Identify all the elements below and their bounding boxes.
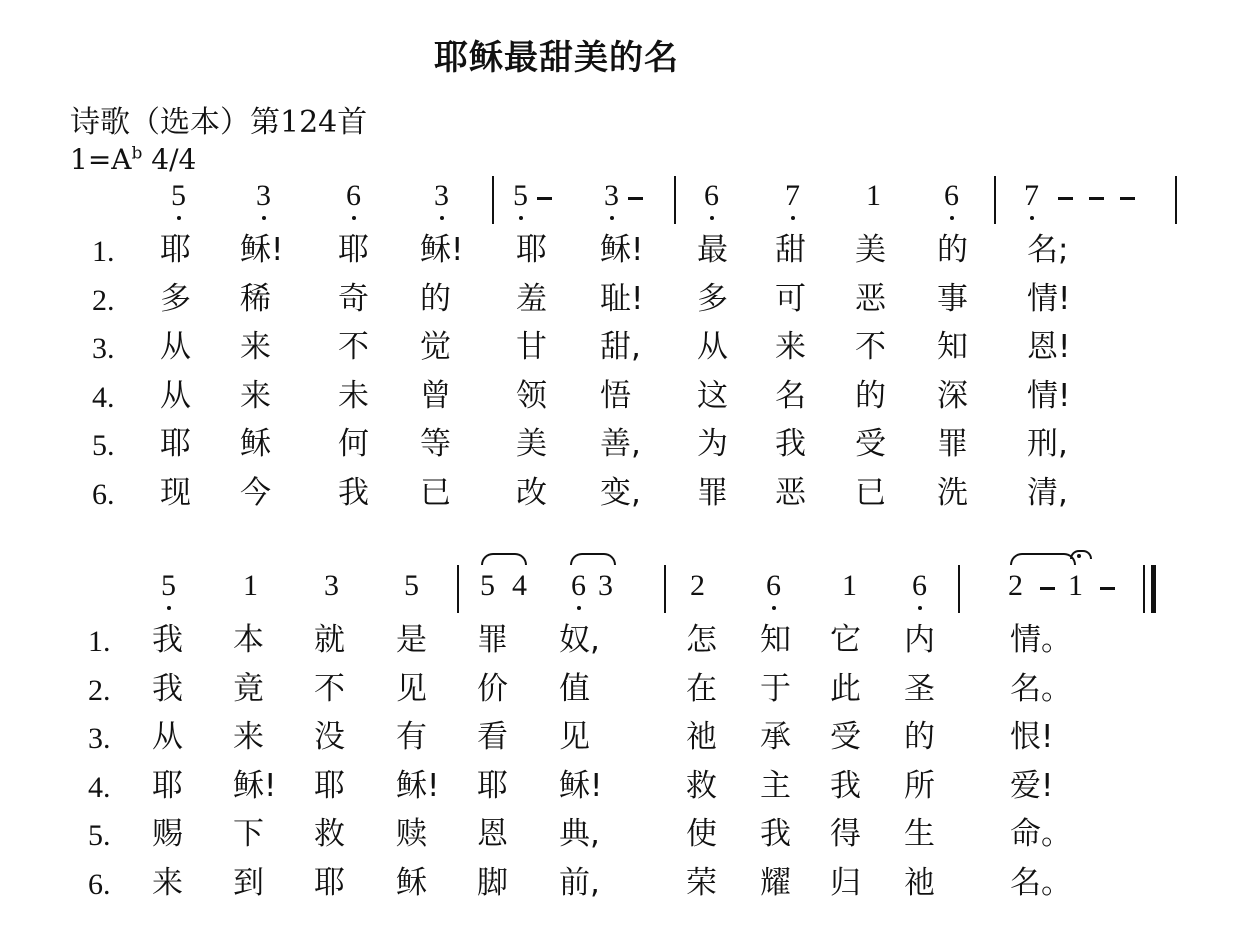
lyric-char: 没 <box>314 719 345 755</box>
fermata <box>1070 550 1092 559</box>
lyric-char: 改 <box>516 474 547 511</box>
lyric-char: 名 <box>775 377 806 414</box>
lyric-char: 怎 <box>686 622 717 658</box>
barline <box>994 176 996 224</box>
lyric-char: 稣 <box>396 864 427 901</box>
lyric-char: 我 <box>830 767 861 804</box>
time-signature: 4/4 <box>151 143 197 176</box>
dash-hold <box>1040 587 1055 590</box>
jianpu-note: 3 <box>324 569 339 602</box>
lyric-char: 已 <box>420 474 451 511</box>
lyric-char: 从 <box>152 719 183 755</box>
lyric-char: 何 <box>338 426 369 462</box>
verse-number: 3. <box>92 332 115 365</box>
jianpu-note: 2 <box>690 569 705 602</box>
lyric-char: 情! <box>1027 280 1071 317</box>
lyric-char: 生 <box>904 816 935 852</box>
lyric-char: 等 <box>420 426 451 462</box>
lyric-char: 事 <box>937 280 968 317</box>
lyric-char: 的 <box>937 232 968 268</box>
jianpu-note: 3 <box>434 179 449 212</box>
verse-number: 6. <box>88 867 111 901</box>
lyric-char: 罪 <box>697 474 728 511</box>
jianpu-note: 5 <box>161 569 176 602</box>
jianpu-note: 6 <box>704 179 719 212</box>
lyric-char: 刑, <box>1027 426 1068 462</box>
lyric-char: 觉 <box>420 329 451 365</box>
lyric-char: 圣 <box>904 670 935 707</box>
jianpu-note: 5 <box>171 179 186 212</box>
lyric-char: 善, <box>600 426 641 462</box>
lyric-char: 恩! <box>1027 329 1071 365</box>
lyric-char: 于 <box>760 670 791 707</box>
jianpu-note: 6 <box>346 179 361 212</box>
lyric-char: 情! <box>1027 377 1071 414</box>
slur <box>481 553 527 565</box>
flat-sign: b <box>131 143 143 164</box>
jianpu-note: 6 <box>571 569 586 602</box>
octave-dot-below <box>918 606 922 610</box>
jianpu-note: 1 <box>866 179 881 212</box>
lyric-char: 看 <box>477 719 508 755</box>
verse-number: 5. <box>88 819 111 852</box>
lyric-char: 受 <box>830 719 861 755</box>
lyric-char: 见 <box>396 670 427 707</box>
lyric-char: 罪 <box>477 622 508 658</box>
lyric-char: 在 <box>686 670 717 707</box>
barline <box>1175 176 1177 224</box>
barline <box>958 565 960 613</box>
lyric-char: 我 <box>775 426 806 462</box>
jianpu-note: 3 <box>256 179 271 212</box>
lyric-char: 到 <box>233 864 264 901</box>
jianpu-note: 4 <box>512 569 527 602</box>
slur <box>570 553 616 565</box>
lyric-char: 美 <box>855 232 886 268</box>
octave-dot-below <box>519 216 523 220</box>
lyric-char: 典, <box>559 816 600 852</box>
dash-hold <box>1120 197 1135 200</box>
lyric-char: 知 <box>937 329 968 365</box>
lyric-char: 来 <box>240 329 271 365</box>
dash-hold <box>1089 197 1104 200</box>
jianpu-note: 3 <box>598 569 613 602</box>
lyric-char: 名。 <box>1010 864 1072 901</box>
lyric-char: 耶 <box>160 232 191 268</box>
lyric-char: 稣! <box>600 232 644 268</box>
lyric-char: 是 <box>396 622 427 658</box>
lyric-char: 美 <box>516 426 547 462</box>
lyric-char: 值 <box>559 670 590 707</box>
hymn-title: 耶稣最甜美的名 <box>434 38 679 78</box>
lyric-char: 洗 <box>937 474 968 511</box>
lyric-char: 深 <box>937 377 968 414</box>
octave-dot-below <box>167 606 171 610</box>
lyric-char: 这 <box>697 377 728 414</box>
lyric-char: 稀 <box>240 280 271 317</box>
lyric-char: 所 <box>904 767 935 804</box>
lyric-char: 稣! <box>396 767 440 804</box>
lyric-char: 祂 <box>686 719 717 755</box>
lyric-char: 赐 <box>152 816 183 852</box>
jianpu-note: 1 <box>1068 569 1083 602</box>
verse-number: 4. <box>92 380 115 414</box>
lyric-char: 价 <box>477 670 508 707</box>
lyric-char: 荣 <box>686 864 717 901</box>
lyric-char: 的 <box>904 719 935 755</box>
jianpu-note: 5 <box>480 569 495 602</box>
octave-dot-below <box>262 216 266 220</box>
octave-dot-below <box>352 216 356 220</box>
hymn-reference: 诗歌（选本）第124首 <box>70 105 368 140</box>
lyric-char: 见 <box>559 719 590 755</box>
lyric-char: 现 <box>160 474 191 511</box>
verse-number: 6. <box>92 477 115 511</box>
jianpu-note: 7 <box>785 179 800 212</box>
verse-number: 5. <box>92 429 115 462</box>
jianpu-note: 2 <box>1008 569 1023 602</box>
lyric-char: 甜 <box>775 232 806 268</box>
lyric-char: 有 <box>396 719 427 755</box>
lyric-char: 耶 <box>516 232 547 268</box>
lyric-char: 我 <box>152 670 183 707</box>
lyric-char: 奴, <box>559 622 600 658</box>
lyric-char: 本 <box>233 622 264 658</box>
jianpu-note: 6 <box>912 569 927 602</box>
lyric-char: 前, <box>559 864 600 901</box>
lyric-char: 来 <box>233 719 264 755</box>
lyric-char: 羞 <box>516 280 547 317</box>
lyric-char: 我 <box>152 622 183 658</box>
verse-number: 1. <box>92 235 115 268</box>
lyric-char: 可 <box>775 280 806 317</box>
lyric-char: 命。 <box>1010 816 1072 852</box>
barline <box>664 565 666 613</box>
lyric-char: 得 <box>830 816 861 852</box>
lyric-char: 我 <box>338 474 369 511</box>
dash-hold <box>628 197 643 200</box>
dash-hold <box>1058 197 1073 200</box>
lyric-char: 领 <box>516 377 547 414</box>
lyric-char: 甜, <box>600 329 641 365</box>
lyric-char: 罪 <box>937 426 968 462</box>
lyric-char: 的 <box>855 377 886 414</box>
lyric-char: 来 <box>775 329 806 365</box>
lyric-char: 耶 <box>152 767 183 804</box>
lyric-char: 归 <box>830 864 861 901</box>
lyric-char: 它 <box>830 622 861 658</box>
octave-dot-below <box>791 216 795 220</box>
octave-dot-below <box>177 216 181 220</box>
lyric-char: 最 <box>697 232 728 268</box>
jianpu-note: 3 <box>604 179 619 212</box>
jianpu-note: 6 <box>766 569 781 602</box>
lyric-char: 的 <box>420 280 451 317</box>
lyric-char: 悟 <box>600 377 631 414</box>
dash-hold <box>1100 587 1115 590</box>
lyric-char: 今 <box>240 474 271 511</box>
barline-final-thick <box>1151 565 1156 613</box>
jianpu-note: 6 <box>944 179 959 212</box>
lyric-char: 耶 <box>477 767 508 804</box>
lyric-char: 救 <box>686 767 717 804</box>
lyric-char: 赎 <box>396 816 427 852</box>
lyric-char: 为 <box>697 426 728 462</box>
octave-dot-below <box>577 606 581 610</box>
lyric-char: 不 <box>855 329 886 365</box>
verse-number: 2. <box>88 673 111 707</box>
octave-dot-below <box>950 216 954 220</box>
lyric-char: 未 <box>338 377 369 414</box>
lyric-char: 耶 <box>160 426 191 462</box>
barline <box>492 176 494 224</box>
lyric-char: 恶 <box>775 474 806 511</box>
lyric-char: 使 <box>686 816 717 852</box>
lyric-char: 承 <box>760 719 791 755</box>
lyric-char: 内 <box>904 622 935 658</box>
jianpu-note: 5 <box>404 569 419 602</box>
lyric-char: 耶 <box>314 864 345 901</box>
lyric-char: 稣! <box>559 767 603 804</box>
lyric-char: 祂 <box>904 864 935 901</box>
barline <box>457 565 459 613</box>
lyric-char: 多 <box>160 280 191 317</box>
lyric-char: 竟 <box>233 670 264 707</box>
lyric-char: 知 <box>760 622 791 658</box>
octave-dot-below <box>710 216 714 220</box>
lyric-char: 从 <box>160 377 191 414</box>
lyric-char: 名。 <box>1010 670 1072 707</box>
lyric-char: 爱! <box>1010 767 1054 804</box>
lyric-char: 稣 <box>240 426 271 462</box>
lyric-char: 恩 <box>477 816 508 852</box>
key-prefix: 1=A <box>70 143 132 176</box>
lyric-char: 我 <box>760 816 791 852</box>
verse-number: 3. <box>88 722 111 755</box>
lyric-char: 脚 <box>477 864 508 901</box>
lyric-char: 恨! <box>1010 719 1054 755</box>
lyric-char: 稣! <box>233 767 277 804</box>
lyric-char: 名; <box>1027 232 1069 268</box>
fermata-dot <box>1077 554 1081 558</box>
octave-dot-below <box>1030 216 1034 220</box>
octave-dot-below <box>610 216 614 220</box>
lyric-char: 下 <box>233 816 264 852</box>
lyric-char: 从 <box>697 329 728 365</box>
lyric-char: 奇 <box>338 280 369 317</box>
dash-hold <box>537 197 552 200</box>
lyric-char: 变, <box>600 474 641 511</box>
lyric-char: 情。 <box>1010 622 1072 658</box>
lyric-char: 受 <box>855 426 886 462</box>
slur <box>1010 553 1076 565</box>
lyric-char: 稣! <box>420 232 464 268</box>
verse-number: 2. <box>92 283 115 317</box>
jianpu-note: 1 <box>842 569 857 602</box>
lyric-char: 耻! <box>600 280 644 317</box>
jianpu-note: 5 <box>513 179 528 212</box>
lyric-char: 稣! <box>240 232 284 268</box>
lyric-char: 不 <box>338 329 369 365</box>
jianpu-note: 7 <box>1024 179 1039 212</box>
lyric-char: 清, <box>1027 474 1068 511</box>
jianpu-note: 1 <box>243 569 258 602</box>
lyric-char: 就 <box>314 622 345 658</box>
lyric-char: 主 <box>760 767 791 804</box>
lyric-char: 耶 <box>338 232 369 268</box>
lyric-char: 耶 <box>314 767 345 804</box>
lyric-char: 恶 <box>855 280 886 317</box>
lyric-char: 不 <box>314 670 345 707</box>
lyric-char: 甘 <box>516 329 547 365</box>
octave-dot-below <box>440 216 444 220</box>
octave-dot-below <box>772 606 776 610</box>
barline <box>674 176 676 224</box>
verse-number: 4. <box>88 770 111 804</box>
lyric-char: 此 <box>830 670 861 707</box>
lyric-char: 来 <box>152 864 183 901</box>
lyric-char: 耀 <box>760 864 791 901</box>
verse-number: 1. <box>88 625 111 658</box>
lyric-char: 来 <box>240 377 271 414</box>
barline-final-thin <box>1143 565 1145 613</box>
lyric-char: 已 <box>855 474 886 511</box>
lyric-char: 曾 <box>420 377 451 414</box>
lyric-char: 救 <box>314 816 345 852</box>
lyric-char: 多 <box>697 280 728 317</box>
key-signature <box>70 143 196 176</box>
lyric-char: 从 <box>160 329 191 365</box>
